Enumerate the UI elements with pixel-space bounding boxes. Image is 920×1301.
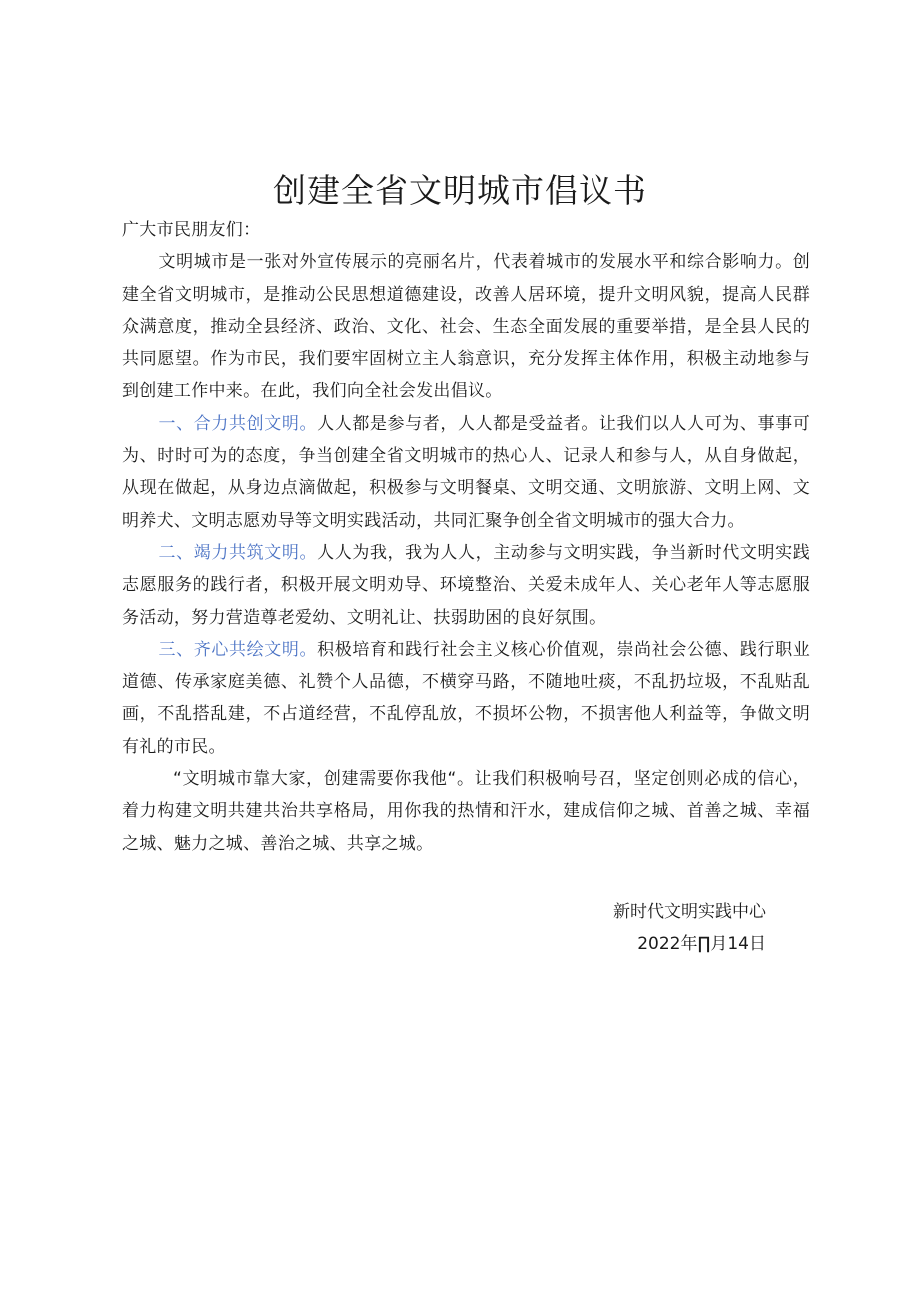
section-paragraph-2 (122, 537, 810, 634)
section-text-3: 积极培育和践行社会主义核心价值观，崇尚社会公德、践行职业道德、传承家庭美德、礼赞个人品德，不横穿马路，不随地吐痰，不乱扔垃圾，不乱贴乱画，不乱搭乱建，不占道经营，不乱停乱放，不损坏公物，不损害他人利益等，争做文明有礼的市民。 (122, 639, 811, 757)
section-text-1: 人人都是参与者，人人都是受益者。让我们以人人可为、事事可为、时时可为的态度，争当创建全省文明城市的热心人、记录人和参与人，从自身做起，从现在做起，从身边点滴做起，积极参与文明餐桌、文明交通、文明旅游、文明上网、文明养犬、文明志愿劝导等文明实践活动，共同汇聚争创全省文明城市的强大合力。 (122, 413, 811, 531)
section-text-2: 人人为我，我为人人，主动参与文明实践，争当新时代文明实践志愿服务的践行者，积极开展文明劝导、环境整治、关爱未成年人、关心老年人等志愿服务活动，努力营造尊老爱幼、文明礼让、扶弱助困的良好氛围。 (122, 542, 811, 628)
section-heading-2: 二、竭力共筑文明。 (158, 542, 318, 563)
signature-date: 2022年∏月14日 (637, 934, 766, 954)
signature-block (613, 896, 766, 960)
section-paragraph-3 (122, 634, 810, 763)
closing-paragraph: “文明城市靠大家，创建需要你我他“。让我们积极响号召，坚定创则必成的信心，着力构建文明共建共治共享格局，用你我的热情和汗水，建成信仰之城、首善之城、幸福之城、魅力之城、善治之城、共享之城。 (122, 769, 810, 854)
signature-organization: 新时代文明实践中心 (613, 902, 766, 922)
section-paragraph-1 (122, 408, 810, 537)
salutation: 广大市民朋友们： (122, 220, 261, 240)
document-body (122, 214, 810, 860)
intro-paragraph: 文明城市是一张对外宣传展示的亮丽名片，代表着城市的发展水平和综合影响力。创建全省文明城市，是推动公民思想道德建设，改善人居环境，提升文明风貌，提高人民群众满意度，推动全县经济、政治、文化、社会、生态全面发展的重要举措，是全县人民的共同愿望。作为市民，我们要牢固树立主人翁意识，充分发挥主体作用，积极主动地参与到创建工作中来。在此，我们向全社会发出倡议。 (122, 252, 810, 402)
document-title: 创建全省文明城市倡议书 (273, 171, 647, 210)
section-heading-1: 一、合力共创文明。 (158, 413, 318, 434)
section-heading-3: 三、齐心共绘文明。 (158, 639, 318, 660)
